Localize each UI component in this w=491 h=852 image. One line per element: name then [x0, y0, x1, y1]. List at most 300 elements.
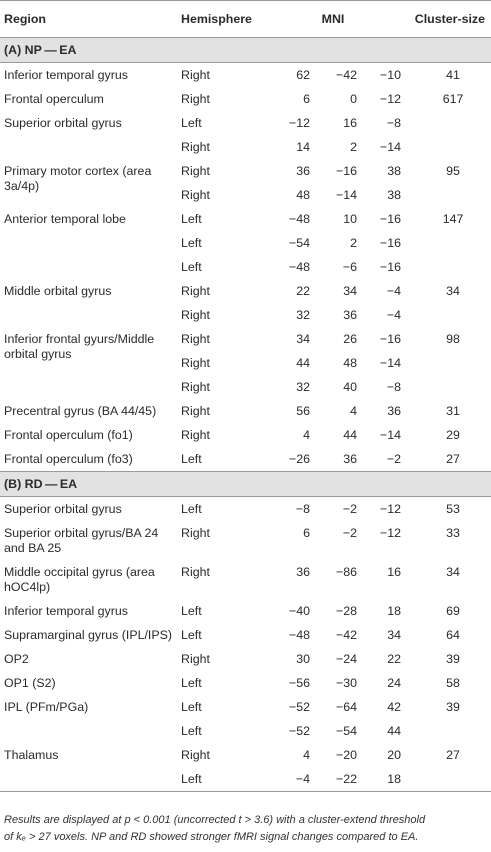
mni-x-cell	[261, 231, 322, 255]
cell-line: −14	[335, 188, 357, 202]
cell-line: 38	[387, 164, 402, 178]
header-cluster-size: Cluster-size	[405, 1, 491, 38]
mni-z-cell	[363, 767, 405, 792]
mni-z-cell	[363, 623, 405, 647]
cell-line: −14	[380, 428, 402, 442]
cluster-size-cell: 53	[446, 502, 460, 516]
cell-line: −16	[380, 260, 402, 274]
cell-line: Right	[181, 565, 210, 579]
cell-line: 18	[387, 604, 402, 618]
table-row	[0, 207, 491, 231]
cell-line: −42	[335, 628, 357, 642]
table-row	[0, 497, 491, 522]
mni-y-cell	[322, 399, 363, 423]
mni-z-cell	[363, 135, 405, 159]
cluster-size-cell: 69	[446, 604, 460, 618]
mni-z-cell	[363, 695, 405, 719]
cell-line: −8	[386, 380, 402, 394]
cell-line: Right	[181, 140, 210, 154]
cell-line: 34	[387, 628, 402, 642]
region-cell	[0, 375, 177, 399]
region-cell: Superior orbital gyrus	[4, 502, 122, 516]
hemisphere-cell	[177, 719, 261, 743]
cluster-size-cell: 27	[446, 452, 460, 466]
cluster-size-cell: 64	[446, 628, 460, 642]
mni-y-cell	[322, 111, 363, 135]
cell-line: 22	[296, 284, 310, 298]
table-row	[0, 159, 491, 207]
mni-y-cell	[322, 327, 363, 375]
cell-line: 0	[350, 92, 357, 106]
hemisphere-cell	[177, 447, 261, 472]
cell-line: 42	[387, 700, 402, 714]
mni-x-cell	[261, 63, 322, 88]
cell-line: 48	[296, 188, 310, 202]
cluster-size-cell: 31	[446, 404, 460, 418]
cell-line: 24	[387, 676, 402, 690]
table-row	[0, 63, 491, 88]
cell-line: 26	[343, 332, 357, 346]
cluster-size-cell	[405, 255, 491, 279]
cell-line: Left	[181, 628, 202, 642]
cell-line: Left	[181, 260, 202, 274]
cluster-size-cell: 29	[446, 428, 460, 442]
cell-line: −48	[288, 260, 310, 274]
cell-line: −40	[288, 604, 310, 618]
cell-line: −52	[288, 724, 310, 738]
cell-line: 38	[387, 188, 402, 202]
region-cell	[0, 303, 177, 327]
cell-line: −12	[288, 116, 310, 130]
cell-line: 62	[296, 68, 310, 82]
cell-line: 36	[296, 565, 310, 579]
hemisphere-cell	[177, 303, 261, 327]
cell-line: Right	[181, 356, 210, 370]
cluster-size-cell	[405, 719, 491, 743]
cell-line: 36	[343, 452, 357, 466]
mni-x-cell	[261, 399, 322, 423]
cell-line: −16	[380, 212, 402, 226]
table-footnote	[4, 812, 488, 846]
cell-line: 10	[343, 212, 357, 226]
cluster-size-cell: 34	[446, 565, 460, 579]
cell-line: Right	[181, 188, 210, 202]
cluster-size-cell	[405, 303, 491, 327]
header-mni: MNI	[261, 1, 405, 38]
table-body	[0, 38, 491, 792]
cluster-size-cell: 58	[446, 676, 460, 690]
cell-line: −16	[380, 236, 402, 250]
region-cell: Superior orbital gyrus	[4, 116, 122, 130]
hemisphere-cell	[177, 671, 261, 695]
cluster-size-cell	[405, 135, 491, 159]
cell-line: −14	[380, 140, 402, 154]
mni-y-cell	[322, 303, 363, 327]
mni-z-cell	[363, 399, 405, 423]
mni-x-cell	[261, 623, 322, 647]
mni-x-cell	[261, 327, 322, 375]
mni-y-cell	[322, 497, 363, 522]
mni-y-cell	[322, 695, 363, 719]
cell-line: −86	[335, 565, 357, 579]
cell-line: Left	[181, 236, 202, 250]
region-cell: Anterior temporal lobe	[4, 212, 126, 226]
table-row	[0, 111, 491, 135]
cell-line: Right	[181, 308, 210, 322]
cell-line: Left	[181, 452, 202, 466]
mni-x-cell	[261, 521, 322, 560]
region-cell	[0, 719, 177, 743]
mni-z-cell	[363, 521, 405, 560]
cell-line: −16	[380, 332, 402, 346]
mni-z-cell	[363, 497, 405, 522]
cell-line: 4	[303, 428, 310, 442]
mni-y-cell	[322, 767, 363, 792]
region-cell	[0, 135, 177, 159]
cell-line: Left	[181, 772, 202, 786]
hemisphere-cell	[177, 87, 261, 111]
cell-line: 32	[296, 308, 310, 322]
cell-line: 56	[296, 404, 310, 418]
cell-line: 6	[303, 526, 310, 540]
cell-line: −10	[380, 68, 402, 82]
mni-x-cell	[261, 135, 322, 159]
table-row	[0, 135, 491, 159]
cell-line: 6	[303, 92, 310, 106]
mni-x-cell	[261, 87, 322, 111]
region-cell: Inferior frontal gyurs/Middle orbital gyrus	[4, 332, 155, 361]
mni-x-cell	[261, 255, 322, 279]
cluster-size-cell	[405, 375, 491, 399]
cell-line: 34	[296, 332, 310, 346]
cell-line: −54	[288, 236, 310, 250]
cell-line: −4	[386, 308, 402, 322]
cell-line: Right	[181, 526, 210, 540]
cell-line: Right	[181, 68, 210, 82]
mni-z-cell	[363, 327, 405, 375]
region-cell: IPL (PFm/PGa)	[4, 700, 89, 714]
cluster-size-cell	[405, 111, 491, 135]
section-label: (B) RD — EA	[0, 472, 491, 497]
mni-y-cell	[322, 135, 363, 159]
mni-y-cell	[322, 87, 363, 111]
cluster-size-cell: 147	[442, 212, 464, 226]
mni-x-cell	[261, 719, 322, 743]
cell-line: 48	[343, 356, 357, 370]
cluster-size-cell: 617	[442, 92, 464, 106]
hemisphere-cell	[177, 63, 261, 88]
cell-line: −26	[288, 452, 310, 466]
header-hemisphere: Hemisphere	[177, 1, 261, 38]
region-cell: Inferior temporal gyrus	[4, 68, 128, 82]
cell-line: Right	[181, 404, 210, 418]
cell-line: −28	[335, 604, 357, 618]
cluster-size-cell: 34	[446, 284, 460, 298]
mni-z-cell	[363, 447, 405, 472]
cell-line: 36	[343, 308, 357, 322]
mni-z-cell	[363, 647, 405, 671]
mni-z-cell	[363, 279, 405, 303]
cell-line: −2	[342, 502, 357, 516]
table-row	[0, 743, 491, 767]
table-row	[0, 423, 491, 447]
mni-z-cell	[363, 375, 405, 399]
mni-x-cell	[261, 497, 322, 522]
table-row	[0, 767, 491, 792]
region-cell	[0, 231, 177, 255]
mni-z-cell	[363, 207, 405, 231]
cell-line: 30	[296, 652, 310, 666]
mni-z-cell	[363, 303, 405, 327]
mni-z-cell	[363, 423, 405, 447]
mni-x-cell	[261, 743, 322, 767]
table-row	[0, 375, 491, 399]
hemisphere-cell	[177, 743, 261, 767]
cell-line: −8	[295, 502, 310, 516]
mni-z-cell	[363, 743, 405, 767]
region-cell: Frontal operculum (fo3)	[4, 452, 133, 466]
mni-y-cell	[322, 719, 363, 743]
mni-y-cell	[322, 63, 363, 88]
cell-line: 4	[303, 748, 310, 762]
cell-line: −24	[335, 652, 357, 666]
hemisphere-cell	[177, 623, 261, 647]
hemisphere-cell	[177, 111, 261, 135]
cell-line: Right	[181, 428, 210, 442]
hemisphere-cell	[177, 255, 261, 279]
cluster-size-cell: 27	[446, 748, 460, 762]
table-row	[0, 647, 491, 671]
mni-x-cell	[261, 375, 322, 399]
mni-z-cell	[363, 560, 405, 599]
cluster-size-cell: 33	[446, 526, 460, 540]
hemisphere-cell	[177, 767, 261, 792]
cell-line: −4	[295, 772, 310, 786]
mni-x-cell	[261, 111, 322, 135]
table-row	[0, 671, 491, 695]
cell-line: Right	[181, 164, 210, 178]
cell-line: 2	[350, 140, 357, 154]
mni-y-cell	[322, 231, 363, 255]
cell-line: −30	[335, 676, 357, 690]
cell-line: Right	[181, 380, 210, 394]
cell-line: −48	[288, 212, 310, 226]
mni-y-cell	[322, 623, 363, 647]
cell-line: 44	[296, 356, 310, 370]
hemisphere-cell	[177, 327, 261, 375]
mni-x-cell	[261, 647, 322, 671]
region-cell	[0, 767, 177, 792]
mni-z-cell	[363, 719, 405, 743]
mni-y-cell	[322, 255, 363, 279]
cell-line: Left	[181, 502, 202, 516]
cell-line: 32	[296, 380, 310, 394]
cell-line: 16	[387, 565, 402, 579]
table-row	[0, 447, 491, 472]
cell-line: 34	[343, 284, 357, 298]
cell-line: 20	[387, 748, 402, 762]
cell-line: −4	[386, 284, 402, 298]
hemisphere-cell	[177, 399, 261, 423]
mni-x-cell	[261, 560, 322, 599]
cluster-size-cell	[405, 767, 491, 792]
mni-y-cell	[322, 207, 363, 231]
mni-z-cell	[363, 63, 405, 88]
table-row	[0, 327, 491, 375]
hemisphere-cell	[177, 560, 261, 599]
hemisphere-cell	[177, 521, 261, 560]
cell-line: −16	[335, 164, 357, 178]
hemisphere-cell	[177, 207, 261, 231]
mni-x-cell	[261, 423, 322, 447]
table-row	[0, 719, 491, 743]
section-label: (A) NP — EA	[0, 38, 491, 63]
mni-z-cell	[363, 255, 405, 279]
cell-line: −48	[288, 628, 310, 642]
cluster-size-cell: 41	[446, 68, 460, 82]
cell-line: 36	[296, 164, 310, 178]
table-row	[0, 255, 491, 279]
cell-line: −52	[288, 700, 310, 714]
cell-line: −22	[335, 772, 357, 786]
region-cell: Primary motor cortex (area 3a/4p)	[4, 164, 152, 193]
cell-line: Right	[181, 748, 210, 762]
region-cell: Frontal operculum	[4, 92, 104, 106]
hemisphere-cell	[177, 135, 261, 159]
table-row	[0, 231, 491, 255]
cell-line: −8	[386, 116, 402, 130]
cell-line: 40	[343, 380, 357, 394]
mni-x-cell	[261, 695, 322, 719]
table-row	[0, 279, 491, 303]
footnote-line-2: of kₑ > 27 voxels. NP and RD showed stronger fMRI signal changes compared to EA.	[4, 831, 419, 843]
table-row	[0, 521, 491, 560]
cell-line: Left	[181, 604, 202, 618]
table-row	[0, 623, 491, 647]
cell-line: −14	[380, 356, 402, 370]
mni-y-cell	[322, 375, 363, 399]
cell-line: −64	[335, 700, 357, 714]
hemisphere-cell	[177, 231, 261, 255]
cluster-size-cell: 95	[446, 164, 460, 178]
cell-line: 44	[387, 724, 402, 738]
mni-z-cell	[363, 599, 405, 623]
cell-line: −12	[380, 502, 402, 516]
region-cell: Superior orbital gyrus/BA 24 and BA 25	[4, 526, 159, 555]
table-row	[0, 399, 491, 423]
cell-line: Left	[181, 676, 202, 690]
hemisphere-cell	[177, 159, 261, 207]
mni-x-cell	[261, 303, 322, 327]
header-region: Region	[0, 1, 177, 38]
cell-line: 14	[296, 140, 310, 154]
cell-line: −54	[335, 724, 357, 738]
cell-line: −12	[380, 526, 402, 540]
hemisphere-cell	[177, 279, 261, 303]
cell-line: 4	[350, 404, 357, 418]
mni-x-cell	[261, 767, 322, 792]
mni-x-cell	[261, 207, 322, 231]
cell-line: 36	[387, 404, 402, 418]
mni-x-cell	[261, 447, 322, 472]
cell-line: Right	[181, 652, 210, 666]
cell-line: Left	[181, 116, 202, 130]
header-row	[0, 1, 491, 38]
cluster-size-cell: 39	[446, 700, 460, 714]
table-row	[0, 560, 491, 599]
mni-y-cell	[322, 560, 363, 599]
region-cell: Inferior temporal gyrus	[4, 604, 128, 618]
mni-y-cell	[322, 279, 363, 303]
cell-line: 22	[387, 652, 402, 666]
mni-y-cell	[322, 743, 363, 767]
hemisphere-cell	[177, 695, 261, 719]
mni-y-cell	[322, 423, 363, 447]
cell-line: −2	[386, 452, 402, 466]
section-header	[0, 38, 491, 63]
mni-z-cell	[363, 111, 405, 135]
region-cell: OP2	[4, 652, 29, 666]
section-header	[0, 472, 491, 497]
mni-x-cell	[261, 279, 322, 303]
region-cell: Middle orbital gyrus	[4, 284, 112, 298]
region-cell: Middle occipital gyrus (area hOC4lp)	[4, 565, 155, 594]
cell-line: −56	[288, 676, 310, 690]
hemisphere-cell	[177, 375, 261, 399]
hemisphere-cell	[177, 599, 261, 623]
cell-line: 18	[387, 772, 402, 786]
mni-z-cell	[363, 159, 405, 207]
mni-x-cell	[261, 599, 322, 623]
cell-line: Right	[181, 332, 210, 346]
mni-y-cell	[322, 447, 363, 472]
cell-line: −6	[342, 260, 357, 274]
mni-y-cell	[322, 599, 363, 623]
cell-line: Left	[181, 212, 202, 226]
cell-line: −42	[335, 68, 357, 82]
region-cell: Supramarginal gyrus (IPL/IPS)	[4, 628, 173, 642]
cell-line: 44	[343, 428, 357, 442]
mni-y-cell	[322, 647, 363, 671]
cell-line: Left	[181, 700, 202, 714]
cluster-size-cell: 98	[446, 332, 460, 346]
table-row	[0, 303, 491, 327]
cell-line: −2	[342, 526, 357, 540]
region-cell	[0, 255, 177, 279]
hemisphere-cell	[177, 497, 261, 522]
cell-line: Left	[181, 724, 202, 738]
region-cell: Precentral gyrus (BA 44/45)	[4, 404, 157, 418]
mni-z-cell	[363, 671, 405, 695]
table-row	[0, 599, 491, 623]
table-row	[0, 695, 491, 719]
mni-z-cell	[363, 231, 405, 255]
cell-line: −20	[335, 748, 357, 762]
region-cell: Frontal operculum (fo1)	[4, 428, 133, 442]
mni-y-cell	[322, 671, 363, 695]
cell-line: Right	[181, 92, 210, 106]
mni-x-cell	[261, 159, 322, 207]
region-cell: OP1 (S2)	[4, 676, 56, 690]
hemisphere-cell	[177, 423, 261, 447]
cell-line: 2	[350, 236, 357, 250]
cluster-size-cell	[405, 231, 491, 255]
mni-x-cell	[261, 671, 322, 695]
table-row	[0, 87, 491, 111]
cell-line: Right	[181, 284, 210, 298]
mni-y-cell	[322, 521, 363, 560]
cluster-size-cell: 39	[446, 652, 460, 666]
